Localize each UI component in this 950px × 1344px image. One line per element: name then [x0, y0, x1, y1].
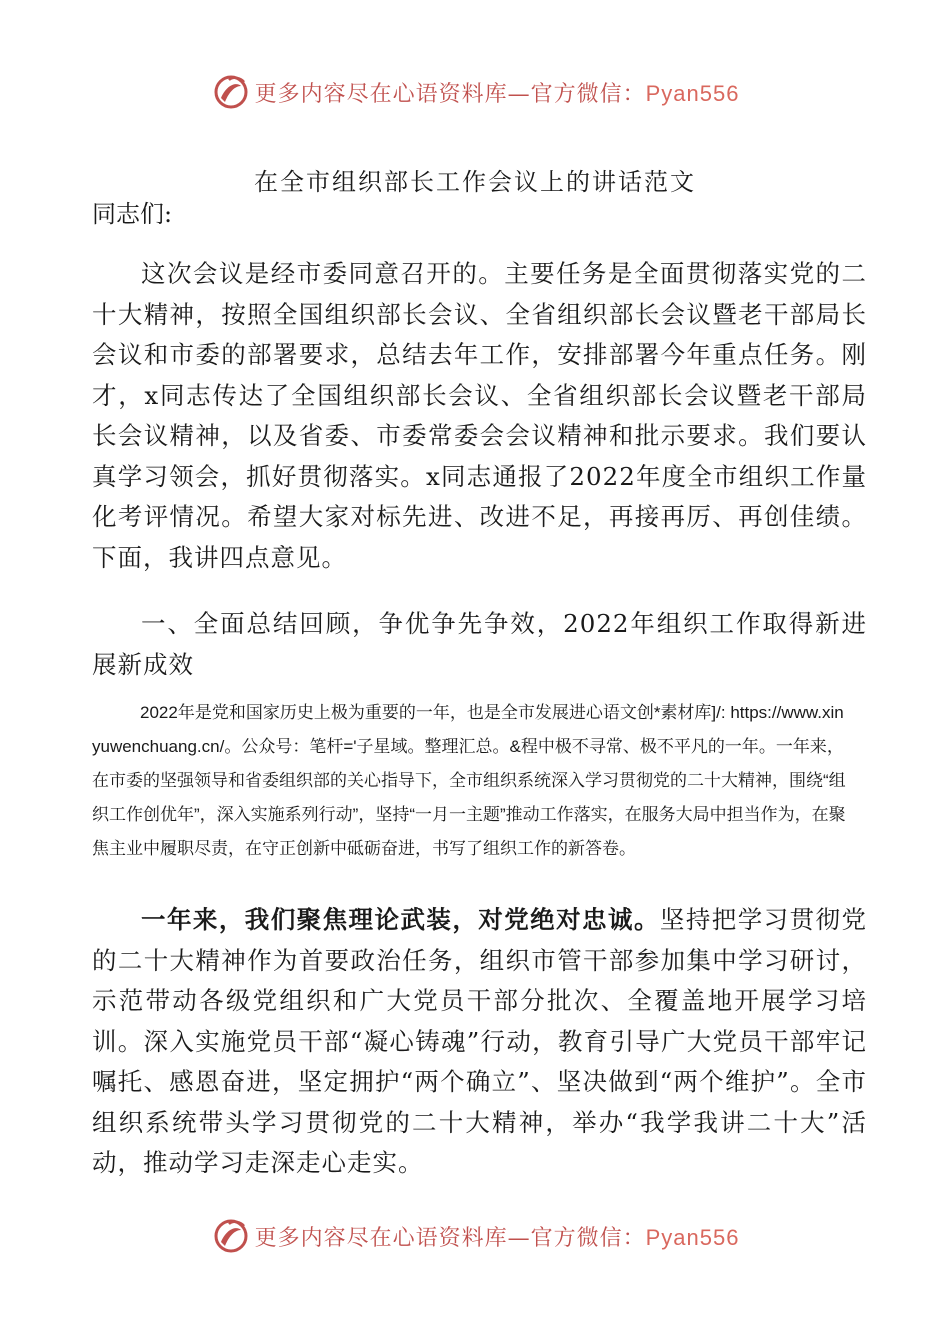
summary-paragraph: 2022年是党和国家历史上极为重要的一年，也是全市发展进心语文创*素材库]/: https://www.xinyuwenchuang.cn/。公众号：笔杆='子星域。整理汇总。&程中极不寻常、极不平凡的一年。一年来，在市委的坚强领导和省委组织部的关心指导下，全市组织系统深入学习贯彻党的二十大精神，围绕“组织工作创优年”，深入实施系列行动”，坚持“一月一主题”推动工作落实，在服务大局中担当作为，在聚焦主业中履职尽责，在守正创新中砥砺奋进，书写了组织工作的新答卷。 [92, 703, 846, 858]
salutation: 同志们: [92, 200, 173, 228]
paragraph-lead: 一年来，我们聚焦理论武装，对党绝对忠诚。 [141, 905, 660, 934]
banner-text: 更多内容尽在心语资料库—官方微信：Pyan556 [254, 1224, 740, 1251]
red-swirl-logo-icon [211, 72, 251, 112]
wechat-id: Pyan556 [645, 1224, 740, 1250]
banner-text: 更多内容尽在心语资料库—官方微信：Pyan556 [254, 80, 740, 107]
paragraph-body: 坚持把学习贯彻党的二十大精神作为首要政治任务，组织市管干部参加集中学习研讨，示范带动各级党组织和广大党员干部分批次、全覆盖地开展学习培训。深入实施党员干部“凝心铸魂”行动，教育引导广大党员干部牢记嘱托、感恩奋进，坚定拥护“两个确立”、坚决做到“两个维护”。全市组织系统带头学习贯彻党的二十大精神，举办“我学我讲二十大”活动，推动学习走深走心走实。 [92, 905, 868, 1177]
header-banner [0, 70, 950, 114]
theory-paragraph [92, 900, 867, 1184]
intro-paragraph: 这次会议是经市委同意召开的。主要任务是全面贯彻落实党的二十大精神，按照全国组织部长会议、全省组织部长会议暨老干部局长会议和市委的部署要求，总结去年工作，安排部署今年重点任务。刚才，x同志传达了全国组织部长会议、全省组织部长会议暨老干部局长会议精神，以及省委、市委常委会会议精神和批示要求。我们要认真学习领会，抓好贯彻落实。x同志通报了2022年度全市组织工作量化考评情况。希望大家对标先进、改进不足，再接再厉、再创佳绩。下面，我讲四点意见。 [92, 259, 867, 572]
document-title: 在全市组织部长工作会议上的讲话范文 [254, 168, 696, 196]
red-swirl-logo-icon [211, 1216, 251, 1256]
section-heading: 一、全面总结回顾，争优争先争效，2022年组织工作取得新进展新成效 [92, 609, 867, 679]
wechat-id: Pyan556 [645, 80, 740, 106]
footer-banner [0, 1214, 950, 1258]
